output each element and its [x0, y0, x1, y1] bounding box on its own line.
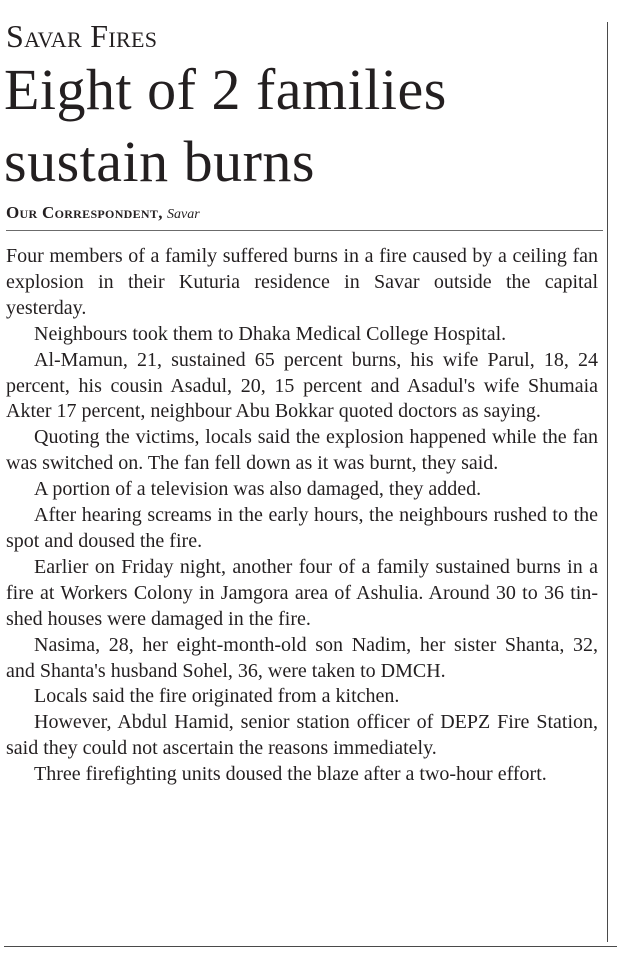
column-rule-right — [607, 22, 608, 942]
paragraph-8: Nasima, 28, her eight-month-old son Nadim, her sister Shanta, 32, and Shanta's husband Sohel, 36, were taken to DMCH. — [6, 633, 598, 682]
paragraph-3: Al-Mamun, 21, sustained 65 percent burns, his wife Parul, 18, 24 percent, his cousin Asadul, 20, 15 percent and Asadul's wife Shumaia Akter 17 percent, neighbour Abu Bokkar quoted doctors as saying. — [6, 348, 598, 423]
headline-line-1: Eight of 2 families — [4, 57, 447, 122]
byline-author: Our Correspondent, — [6, 203, 163, 222]
paragraph-1: Four members of a family suffered burns in a fire caused by a ceiling fan explosion in their Kuturia residence in Savar outside the capital yesterday. — [6, 245, 598, 319]
headline-line-2: sustain burns — [4, 129, 315, 194]
headline — [4, 54, 604, 198]
article-body — [6, 244, 598, 788]
paragraph-6: After hearing screams in the early hours, the neighbours rushed to the spot and doused the fire. — [6, 504, 598, 552]
byline-divider — [6, 230, 603, 231]
byline-place: Savar — [167, 207, 200, 222]
section-kicker: Savar Fires — [6, 18, 158, 54]
byline — [6, 202, 200, 226]
paragraph-10: However, Abdul Hamid, senior station officer of DEPZ Fire Station, said they could not ascertain the reasons immediately. — [6, 711, 598, 760]
paragraph-7: Earlier on Friday night, another four of a family sustained burns in a fire at Workers Colony in Jamgora area of Ashulia. Around 30 to 36 tin-shed houses were damaged in the fire. — [6, 555, 598, 630]
paragraph-9: Locals said the fire originated from a kitchen. — [34, 685, 400, 708]
paragraph-2: Neighbours took them to Dhaka Medical College Hospital. — [34, 322, 507, 345]
paragraph-11: Three firefighting units doused the blaze after a two-hour effort. — [34, 763, 547, 786]
paragraph-5: A portion of a television was also damaged, they added. — [34, 478, 482, 501]
paragraph-4: Quoting the victims, locals said the explosion happened while the fan was switched on. The fan fell down as it was burnt, they said. — [6, 426, 598, 475]
bottom-rule — [4, 946, 617, 947]
